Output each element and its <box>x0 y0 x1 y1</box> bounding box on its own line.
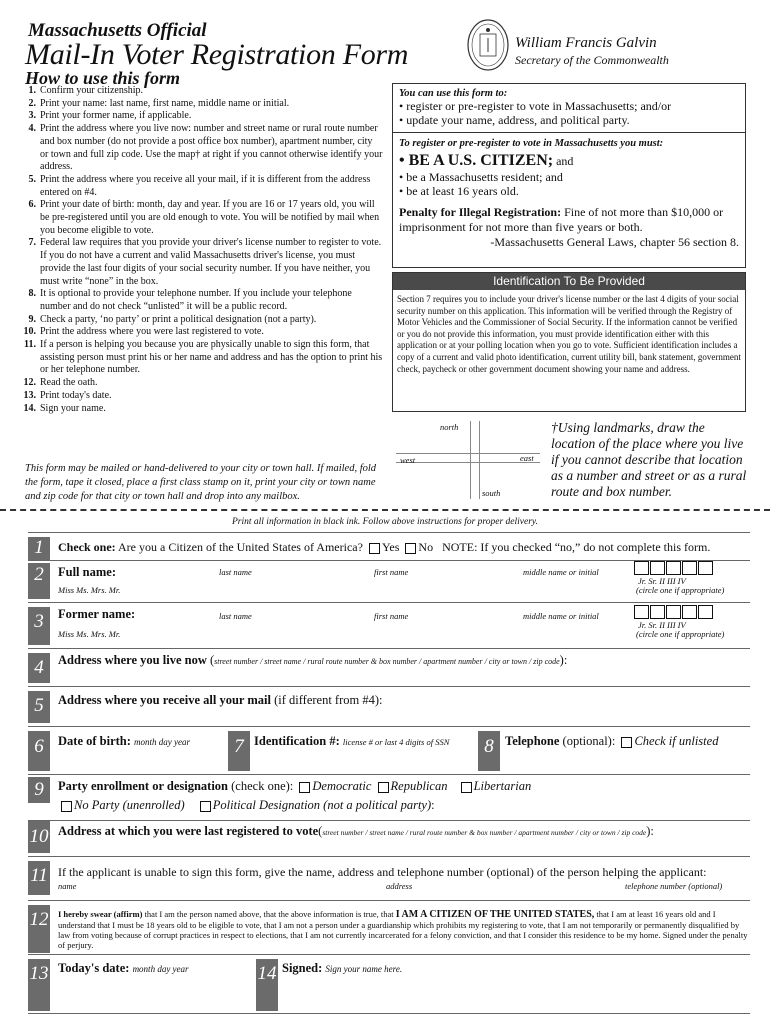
citizen-no-checkbox[interactable] <box>405 543 416 554</box>
section-oath <box>28 900 750 954</box>
section-date-signature <box>28 954 750 1014</box>
instruction-item: 10. Print the address where you were last registered to vote. <box>23 326 264 338</box>
suffix-options: Jr. Sr. II III IV <box>638 620 686 630</box>
instruction-item: 12. Read the oath. <box>23 377 98 389</box>
title-options: Miss Ms. Mrs. Mr. <box>58 585 121 595</box>
full-name-label: Full name: <box>58 565 116 579</box>
assistant-phone-hint: telephone number (optional) <box>625 881 723 891</box>
political-designation-checkbox[interactable] <box>200 801 211 812</box>
last-registration-label: Address at which you were last registered to vote(street number / street name / rural route number & box number / apartment number / city or town / zip code): <box>58 824 654 838</box>
requirement-item: • be a Massachusetts resident; and <box>399 170 563 184</box>
last-name-hint: last name <box>219 611 252 621</box>
republican-checkbox[interactable] <box>378 782 389 793</box>
secretary-name: William Francis Galvin <box>515 35 657 51</box>
instruction-item: 4. Print the address where you live now: number and street name or rural route number and box number (do not provide a post office box number), apartment number, city or town and full zip code. Use the map† at right if you cannot otherwise identify your address. <box>28 123 383 173</box>
assistant-name-hint: name <box>58 881 77 891</box>
how-to-heading: How to use this form <box>25 68 181 88</box>
middle-name-hint: middle name or initial <box>523 567 599 577</box>
citizen-yes-checkbox[interactable] <box>369 543 380 554</box>
date-of-birth-field[interactable]: Date of birth: month day year <box>58 734 191 748</box>
penalty-text: Penalty for Illegal Registration: Fine of not more than $10,000 or imprisonment for not more than five years or both. <box>399 205 724 234</box>
section-home-address[interactable] <box>28 648 750 686</box>
section-number: 5 <box>28 691 50 723</box>
section-number: 2 <box>28 563 50 599</box>
democratic-checkbox[interactable] <box>299 782 310 793</box>
section-number: 10 <box>28 821 50 853</box>
use-item: • register or pre-register to vote in Massachusetts; and/or <box>399 99 672 113</box>
landmark-note: †Using landmarks, draw the location of the place where you live if you cannot describe that location as a number and street or as a rural route and box number. <box>551 420 747 499</box>
instruction-item: 8. It is optional to provide your telephone number. If you include your telephone number and do not check “unlisted” it will be a public record. <box>28 288 352 312</box>
home-address-label: Address where you live now (street number / street name / rural route number & box number / apartment number / city or town / zip code): <box>58 653 568 667</box>
secretary-title: Secretary of the Commonwealth <box>515 53 669 67</box>
party-options-line2: No Party (unenrolled) Political Designation (not a political party): <box>58 798 435 813</box>
suffix-circle-note: (circle one if appropriate) <box>636 629 725 639</box>
section-number: 6 <box>28 731 50 771</box>
instruction-item: 9. Check a party, ‘no party’ or print a political designation (not a party). <box>28 313 317 325</box>
instruction-item: 11. If a person is helping you because you are physically unable to sign this form, that assisting person must print his or her name and address and has the option to print his or her telephone number. <box>24 339 383 376</box>
eligibility-box <box>392 83 746 268</box>
suffix-circle-note: (circle one if appropriate) <box>636 585 725 595</box>
section-number: 3 <box>28 607 50 645</box>
first-name-hint: first name <box>374 611 409 621</box>
todays-date-field[interactable]: Today's date: month day year <box>58 961 189 975</box>
mail-instructions: This form may be mailed or hand-delivered to your city or town hall. If mailed, fold the form, tape it closed, place a first class stamp on it, print your city or town name and zip code for that city or town hall and drop into any mailbox. <box>25 463 377 502</box>
citizenship-question: Check one: Are you a Citizen of the United States of America? Yes No NOTE: If you checked “no,” do not complete this form. <box>58 540 711 554</box>
requirement-item: • be at least 16 years old. <box>399 184 519 198</box>
former-name-label: Former name: <box>58 607 136 621</box>
assistant-address-hint: address <box>386 881 413 891</box>
identification-heading: Identification To Be Provided <box>393 273 745 290</box>
instruction-item: 14. Sign your name. <box>23 402 106 414</box>
requirement-citizen: • BE A U.S. CITIZEN; and <box>399 152 574 169</box>
instruction-item: 5. Print the address where you receive all your mail, if it is different from the address entered on #4. <box>28 173 371 198</box>
cut-line <box>0 509 770 511</box>
instruction-item: 7. Federal law requires that you provide your driver's license number to register to vote. If you do not have a current and valid Massachusetts driver's license, you must provide the last four digits of your social security number. If you have neither, you must write “none” in the box. <box>28 237 382 287</box>
map-north-label: north <box>440 422 459 432</box>
instruction-item: 1. Confirm your citizenship. <box>28 85 144 96</box>
section-dob-id-phone <box>28 726 750 774</box>
form-header-official: Massachusetts Official <box>28 20 207 41</box>
identification-field[interactable]: Identification #: license # or last 4 digits of SSN <box>254 734 450 748</box>
form-title: Mail-In Voter Registration Form <box>25 38 409 71</box>
section-assistant[interactable] <box>28 856 750 898</box>
section-citizenship <box>28 532 750 558</box>
section-number: 4 <box>28 653 50 683</box>
requirements-heading: To register or pre-register to vote in Massachusetts you must: <box>399 138 664 149</box>
section-number: 1 <box>28 537 50 561</box>
section-mailing-address[interactable] <box>28 686 750 726</box>
instruction-item: 2. Print your name: last name, first name, middle name or initial. <box>28 97 290 109</box>
map-west-label: west <box>400 455 416 465</box>
section-last-registration[interactable] <box>28 820 750 856</box>
map-south-label: south <box>482 488 501 498</box>
first-name-hint: first name <box>374 567 409 577</box>
title-options: Miss Ms. Mrs. Mr. <box>58 629 121 639</box>
no-party-checkbox[interactable] <box>61 801 72 812</box>
libertarian-checkbox[interactable] <box>461 782 472 793</box>
state-seal-icon <box>466 18 510 72</box>
penalty-citation: -Massachusetts General Laws, chapter 56 section 8. <box>490 235 739 249</box>
section-number: 12 <box>28 905 50 953</box>
mailing-address-label: Address where you receive all your mail (if different from #4): <box>58 693 383 707</box>
last-name-hint: last name <box>219 567 252 577</box>
section-party <box>28 774 750 820</box>
assistant-instructions: If the applicant is unable to sign this form, give the name, address and telephone number (optional) of the person helping the applicant: <box>58 865 707 879</box>
telephone-field[interactable]: Telephone (optional): Check if unlisted <box>505 734 719 748</box>
oath-text: I hereby swear (affirm) that I am the person named above, that the above information is true, that I AM A CITIZEN OF THE UNITED STATES, that I am at least 16 years old and I understand that I must be 18 years old to be eligible to vote, that I am not a person under a guardianship which prohibits my registering to vote, that I am not temporarily or permanently disqualified by law from voting because of corrupt practices in respect to elections, that I am not currently incarcerated for a felony conviction, and that I consider this residence to be my home. Signed under the penalty of perjury. <box>58 909 748 950</box>
identification-box <box>392 272 746 412</box>
identification-text: Section 7 requires you to include your driver's license number or the last 4 digits of your social security number on this application. This information will be verified through the Registry of Motor Vehicles and the Commissioner of Social Security. If the information cannot be verified or you do not provide this information, you must provide identification either with this application or at your polling location when you go to vote. Sufficient identification includes a copy of a current and valid photo identification, current utility bill, bank statement, government check, paycheck or other government document showing your name and address. <box>397 294 741 374</box>
section-full-name[interactable] <box>28 560 750 602</box>
section-number: 8 <box>478 731 500 771</box>
section-number: 11 <box>28 861 50 895</box>
location-map[interactable] <box>392 417 544 503</box>
party-label: Party enrollment or designation (check one): Democratic Republican Libertarian <box>58 779 532 793</box>
suffix-options: Jr. Sr. II III IV <box>638 576 686 586</box>
section-number: 13 <box>28 959 50 1011</box>
instruction-item: 13. Print today's date. <box>23 389 112 401</box>
section-number: 7 <box>228 731 250 771</box>
signature-field[interactable]: Signed: Sign your name here. <box>282 961 403 975</box>
use-item: • update your name, address, and political party. <box>399 113 630 127</box>
instruction-item: 3. Print your former name, if applicable. <box>28 110 192 122</box>
use-heading: You can use this form to: <box>399 88 508 99</box>
unlisted-checkbox[interactable] <box>621 737 632 748</box>
instructions-list <box>8 85 383 415</box>
section-number: 14 <box>256 959 278 1011</box>
map-east-label: east <box>520 453 534 463</box>
middle-name-hint: middle name or initial <box>523 611 599 621</box>
print-note: Print all information in black ink. Follow above instructions for proper delivery. <box>232 517 538 527</box>
section-former-name[interactable] <box>28 602 750 648</box>
section-number: 9 <box>28 777 50 803</box>
instruction-item: 6. Print your date of birth: month, day and year. If you are 16 or 17 years old, you will be pre-registered until you are old enough to vote. You will be notified by mail when you become eligible to vote. <box>28 199 380 236</box>
